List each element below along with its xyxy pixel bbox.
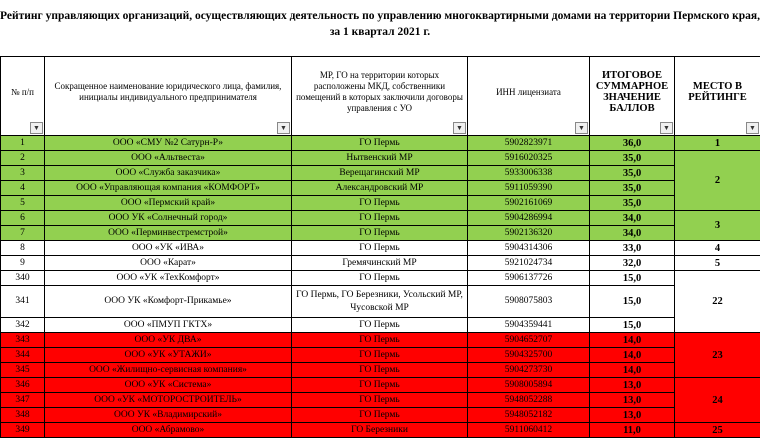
title-line-1: Рейтинг управляющих организаций, осуществляющих деятельность по управлению многоквартирными домами на территории Пермского края, (0, 8, 760, 24)
cell-area[interactable]: ГО Пермь (292, 241, 468, 256)
cell-name[interactable]: ООО «Служба заказчика» (45, 166, 292, 181)
cell-place[interactable]: 3 (675, 211, 760, 241)
cell-name[interactable]: ООО «Альтвеста» (45, 151, 292, 166)
table-row[interactable] (1, 286, 760, 318)
cell-place[interactable]: 4 (675, 241, 760, 256)
table-row[interactable] (1, 393, 760, 408)
report-title (0, 0, 760, 56)
cell-name[interactable]: ООО «Пермский край» (45, 196, 292, 211)
cell-score[interactable]: 36,0 (590, 136, 675, 151)
cell-place[interactable]: 2 (675, 151, 760, 211)
cell-name[interactable]: ООО «Абрамово» (45, 423, 292, 438)
cell-inn[interactable]: 5904325700 (468, 348, 590, 363)
cell-num[interactable]: 6 (1, 211, 45, 226)
table-row[interactable] (1, 181, 760, 196)
cell-num[interactable]: 344 (1, 348, 45, 363)
cell-num[interactable]: 4 (1, 181, 45, 196)
cell-area[interactable]: ГО Пермь, ГО Березники, Усольский МР, Чусовской МР (292, 286, 468, 318)
cell-score[interactable]: 34,0 (590, 211, 675, 226)
cell-name[interactable]: ООО УК «Солнечный город» (45, 211, 292, 226)
cell-inn[interactable]: 5904652707 (468, 333, 590, 348)
filter-dropdown-icon[interactable]: ▼ (660, 122, 673, 134)
cell-score[interactable]: 14,0 (590, 348, 675, 363)
table-row[interactable] (1, 333, 760, 348)
cell-name[interactable]: ООО «УК «ИВА» (45, 241, 292, 256)
cell-inn[interactable]: 5904359441 (468, 318, 590, 333)
filter-dropdown-icon[interactable]: ▼ (453, 122, 466, 134)
cell-name[interactable]: ООО «УК ДВА» (45, 333, 292, 348)
cell-area[interactable]: ГО Березники (292, 423, 468, 438)
cell-score[interactable]: 35,0 (590, 166, 675, 181)
filter-dropdown-icon[interactable]: ▼ (30, 122, 43, 134)
cell-area[interactable]: ГО Пермь (292, 226, 468, 241)
cell-name[interactable]: ООО «УК «ТехКомфорт» (45, 271, 292, 286)
cell-inn[interactable]: 5904314306 (468, 241, 590, 256)
cell-num[interactable]: 347 (1, 393, 45, 408)
cell-inn[interactable]: 5902136320 (468, 226, 590, 241)
cell-score[interactable]: 14,0 (590, 333, 675, 348)
cell-score[interactable]: 33,0 (590, 241, 675, 256)
header-num: № п/п ▼ (1, 57, 45, 136)
cell-score[interactable]: 15,0 (590, 286, 675, 318)
cell-num[interactable]: 1 (1, 136, 45, 151)
cell-area[interactable]: ГО Пермь (292, 271, 468, 286)
cell-num[interactable]: 2 (1, 151, 45, 166)
cell-area[interactable]: Гремячинский МР (292, 256, 468, 271)
cell-area[interactable]: Нытвенский МР (292, 151, 468, 166)
cell-area[interactable]: Верещагинский МР (292, 166, 468, 181)
cell-place[interactable]: 24 (675, 378, 760, 423)
cell-name[interactable]: ООО «Перминвестремстрой» (45, 226, 292, 241)
cell-place[interactable]: 23 (675, 333, 760, 378)
cell-score[interactable]: 32,0 (590, 256, 675, 271)
table-row[interactable] (1, 166, 760, 181)
header-score: ИТОГОВОЕ СУММАРНОЕ ЗНАЧЕНИЕ БАЛЛОВ ▼ (590, 57, 675, 136)
cell-name[interactable]: ООО «Управляющая компания «КОМФОРТ» (45, 181, 292, 196)
cell-place[interactable]: 5 (675, 256, 760, 271)
filter-dropdown-icon[interactable]: ▼ (575, 122, 588, 134)
rating-table (0, 56, 760, 438)
cell-num[interactable]: 5 (1, 196, 45, 211)
table-row[interactable] (1, 241, 760, 256)
cell-name[interactable]: ООО «Жилищно-сервисная компания» (45, 363, 292, 378)
cell-num[interactable]: 348 (1, 408, 45, 423)
table-row[interactable] (1, 318, 760, 333)
cell-num[interactable]: 341 (1, 286, 45, 318)
table-row[interactable] (1, 136, 760, 151)
cell-area[interactable]: ГО Пермь (292, 136, 468, 151)
cell-area[interactable]: ГО Пермь (292, 378, 468, 393)
header-name: Сокращенное наименование юридического лица, фамилия, инициалы индивидуального предпринимателя ▼ (45, 57, 292, 136)
cell-inn[interactable]: 5908005894 (468, 378, 590, 393)
cell-inn[interactable]: 5911059390 (468, 181, 590, 196)
cell-inn[interactable]: 5904286994 (468, 211, 590, 226)
cell-name[interactable]: ООО УК «Владимирский» (45, 408, 292, 423)
header-area: МР, ГО на территории которых расположены МКД, собственники помещений в которых заключили договоры управления с УО ▼ (292, 57, 468, 136)
table-row[interactable] (1, 408, 760, 423)
cell-inn[interactable]: 5948052288 (468, 393, 590, 408)
cell-inn[interactable]: 5902161069 (468, 196, 590, 211)
cell-score[interactable]: 13,0 (590, 408, 675, 423)
cell-inn[interactable]: 5904273730 (468, 363, 590, 378)
cell-num[interactable]: 3 (1, 166, 45, 181)
cell-place[interactable]: 1 (675, 136, 760, 151)
cell-name[interactable]: ООО УК «Комфорт-Прикамье» (45, 286, 292, 318)
cell-area[interactable]: ГО Пермь (292, 393, 468, 408)
cell-inn[interactable]: 5948052182 (468, 408, 590, 423)
cell-inn[interactable]: 5921024734 (468, 256, 590, 271)
cell-score[interactable]: 15,0 (590, 318, 675, 333)
filter-dropdown-icon[interactable]: ▼ (277, 122, 290, 134)
cell-inn[interactable]: 5902823971 (468, 136, 590, 151)
cell-num[interactable]: 343 (1, 333, 45, 348)
cell-score[interactable]: 14,0 (590, 363, 675, 378)
cell-inn[interactable]: 5906137726 (468, 271, 590, 286)
cell-area[interactable]: Александровский МР (292, 181, 468, 196)
cell-area[interactable]: ГО Пермь (292, 318, 468, 333)
cell-num[interactable]: 346 (1, 378, 45, 393)
cell-place[interactable]: 22 (675, 271, 760, 333)
cell-score[interactable]: 34,0 (590, 226, 675, 241)
cell-num[interactable]: 7 (1, 226, 45, 241)
cell-score[interactable]: 35,0 (590, 181, 675, 196)
cell-area[interactable]: ГО Пермь (292, 333, 468, 348)
table-row[interactable] (1, 211, 760, 226)
cell-name[interactable]: ООО «УК «МОТОРОСТРОИТЕЛЬ» (45, 393, 292, 408)
header-inn: ИНН лицензиата ▼ (468, 57, 590, 136)
table-row[interactable] (1, 271, 760, 286)
cell-name[interactable]: ООО «СМУ №2 Сатурн-Р» (45, 136, 292, 151)
cell-area[interactable]: ГО Пермь (292, 348, 468, 363)
cell-place[interactable]: 25 (675, 423, 760, 438)
cell-area[interactable]: ГО Пермь (292, 211, 468, 226)
cell-area[interactable]: ГО Пермь (292, 408, 468, 423)
table-row[interactable] (1, 363, 760, 378)
header-place: МЕСТО В РЕЙТИНГЕ ▼ (675, 57, 760, 136)
table-row[interactable] (1, 348, 760, 363)
table-row[interactable] (1, 378, 760, 393)
cell-inn[interactable]: 5933006338 (468, 166, 590, 181)
cell-num[interactable]: 345 (1, 363, 45, 378)
table-row[interactable] (1, 196, 760, 211)
cell-area[interactable]: ГО Пермь (292, 196, 468, 211)
cell-inn[interactable]: 5908075803 (468, 286, 590, 318)
table-header-row (1, 57, 760, 136)
cell-num[interactable]: 8 (1, 241, 45, 256)
cell-score[interactable]: 13,0 (590, 378, 675, 393)
title-line-2: за 1 квартал 2021 г. (0, 24, 760, 40)
cell-score[interactable]: 35,0 (590, 196, 675, 211)
cell-score[interactable]: 11,0 (590, 423, 675, 438)
cell-num[interactable]: 9 (1, 256, 45, 271)
cell-num[interactable]: 342 (1, 318, 45, 333)
filter-dropdown-icon[interactable]: ▼ (746, 122, 759, 134)
cell-num[interactable]: 349 (1, 423, 45, 438)
table-row[interactable] (1, 226, 760, 241)
cell-name[interactable]: ООО «УК «УТАЖИ» (45, 348, 292, 363)
cell-score[interactable]: 15,0 (590, 271, 675, 286)
table-row[interactable] (1, 423, 760, 438)
cell-num[interactable]: 340 (1, 271, 45, 286)
table-row[interactable] (1, 256, 760, 271)
cell-name[interactable]: ООО «Карат» (45, 256, 292, 271)
cell-area[interactable]: ГО Пермь (292, 363, 468, 378)
cell-name[interactable]: ООО «УК «Система» (45, 378, 292, 393)
cell-inn[interactable]: 5911060412 (468, 423, 590, 438)
cell-score[interactable]: 35,0 (590, 151, 675, 166)
table-row[interactable] (1, 151, 760, 166)
cell-inn[interactable]: 5916020325 (468, 151, 590, 166)
cell-name[interactable]: ООО «ПМУП ГКТХ» (45, 318, 292, 333)
cell-score[interactable]: 13,0 (590, 393, 675, 408)
